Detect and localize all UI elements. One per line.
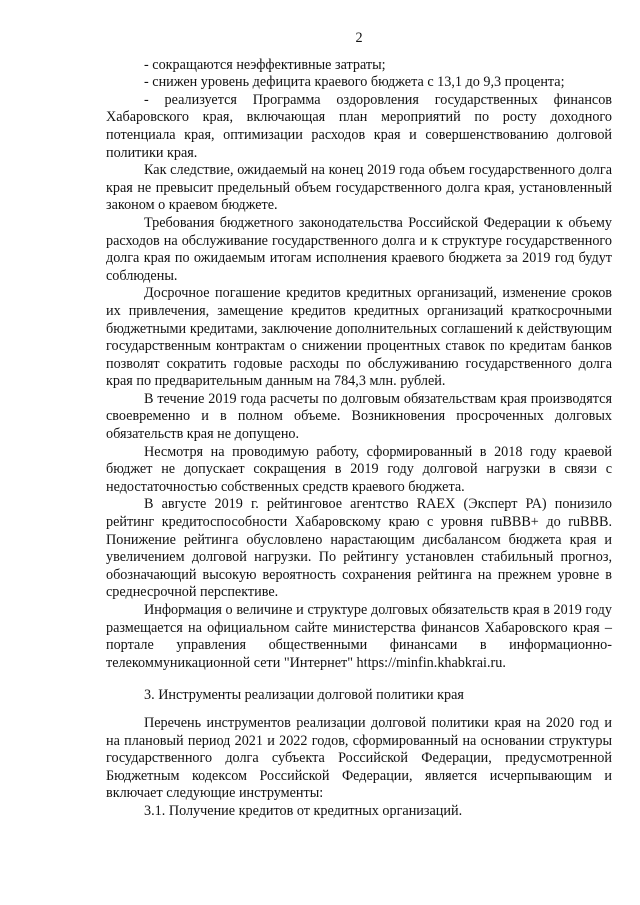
page-number: 2 [355, 30, 363, 46]
paragraph-debt-forecast: Как следствие, ожидаемый на конец 2019 года объем государственного долга края не превысит предельный объем государственного долга края, установленный законом о краевом бюджете. [106, 162, 612, 214]
paragraph-rating: В августе 2019 г. рейтинговое агентство RAEX (Эксперт РА) понизило рейтинг кредитоспособности Хабаровскому краю с уровня ruBBB+ до ruBBB. Понижение рейтинга обусловлено нарастающим дисбалансом бюджета края и увеличением долговой нагрузки. По рейтингу установлен стабильный прогноз, обозначающий высокую вероятность сохранения рейтинга на прежнем уровне в среднесрочной перспективе. [106, 496, 612, 601]
bullet-paragraph-3: - реализуется Программа оздоровления государственных финансов Хабаровского края, включающая план мероприятий по росту доходного потенциала края, оптимизации расходов края и совершенствованию долговой политики края. [106, 91, 612, 161]
paragraph-instruments-list: Перечень инструментов реализации долговой политики края на 2020 год и на плановый период 2021 и 2022 годов, сформированный на основании структуры государственного долга субъекта Российской Федерации, предусмотренной Бюджетным кодексом Российской Федерации, является исчерпывающим и включает следующие инструменты: [106, 714, 612, 802]
paragraph-debt-load: Несмотря на проводимую работу, сформированный в 2018 году краевой бюджет не допускает сокращения в 2019 году долговой нагрузки в связи с недостаточностью собственных средств краевого бюджета. [106, 443, 612, 495]
paragraph-settlements: В течение 2019 года расчеты по долговым обязательствам края производятся своевременно и в полном объеме. Возникновения просроченных долговых обязательств края не допущено. [106, 390, 612, 443]
section-heading: 3. Инструменты реализации долговой политики края [144, 687, 464, 704]
list-item-3-1: 3.1. Получение кредитов от кредитных организаций. [144, 802, 463, 819]
paragraph-early-repayment: Досрочное погашение кредитов кредитных организаций, изменение сроков их привлечения, замещение кредитов кредитных организаций краткосрочными бюджетными кредитами, заключение дополнительных соглашений к действующим государственным контрактам о снижении процентных ставок по кредитам банков позволят сократить годовые расходы по обслуживанию государственного долга края по предварительным данным на 784,3 млн. рублей. [106, 285, 612, 390]
bullet-paragraph-1: - сокращаются неэффективные затраты; [144, 56, 386, 73]
bullet-paragraph-2: - снижен уровень дефицита краевого бюджета с 13,1 до 9,3 процента; [144, 74, 565, 91]
paragraph-information: Информация о величине и структуре долговых обязательств края в 2019 году размещается на официальном сайте министерства финансов Хабаровского края – портале управления общественными финансами в информационно-телекоммуникационной сети "Интернет" https://minfin.khabkrai.ru. [106, 602, 612, 671]
document-page [106, 30, 612, 821]
paragraph-budget-requirements: Требования бюджетного законодательства Российской Федерации к объему расходов на обслуживание государственного долга и к структуре государственного долга края по ожидаемым итогам исполнения краевого бюджета за 2019 год будут соблюдены. [106, 214, 612, 284]
